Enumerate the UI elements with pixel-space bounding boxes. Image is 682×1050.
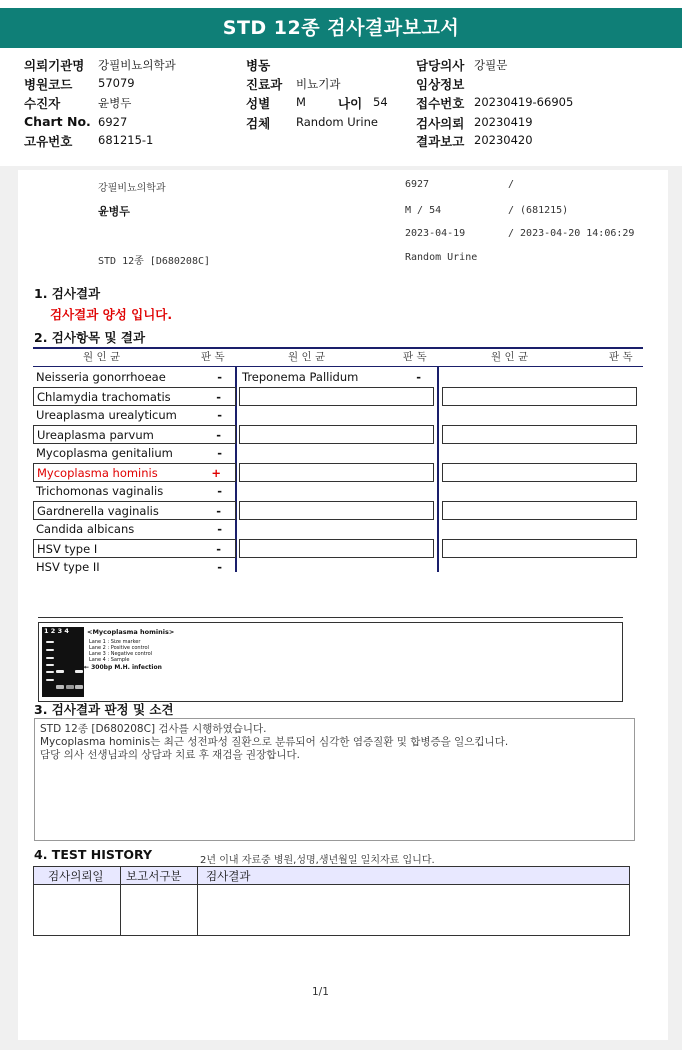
section4-title: 4. TEST HISTORY [34,847,153,862]
summary-date-request: 2023-04-19 [405,228,466,239]
result-value: - [216,390,221,404]
gel-band [56,685,64,689]
header-label: 검사의뢰 [416,116,465,131]
opinion-line: 담당 의사 선생님과의 상담과 치료 후 재검을 권장합니다. [40,749,300,761]
opinion-line: Mycoplasma hominis는 최근 성전파성 질환으로 분류되어 심각한 염증질환 및 합병증을 일으킵니다. [40,736,509,748]
history-col-divider [197,867,198,935]
result-row [33,425,236,444]
organism-name: HSV type I [37,542,98,556]
history-col-divider [120,867,121,935]
header-label: 접수번호 [416,96,465,111]
result-row [33,520,236,539]
col-header-result: 판 독 [403,351,427,363]
organism-name: Gardnerella vaginalis [37,504,159,518]
gel-legend [89,639,152,663]
header-label: 병원코드 [24,77,73,92]
col-header-organism: 원 인 균 [491,351,529,363]
result-row [33,406,236,425]
results-grid [33,347,643,574]
report-title: STD 12종 검사결과보고서 [0,8,682,48]
result-row [33,368,236,387]
header-label: 임상정보 [416,77,465,92]
organism-name: Mycoplasma hominis [37,466,158,480]
result-row-positive [33,463,236,482]
summary-id: / (681215) [508,205,569,216]
col-header-result: 판 독 [609,351,633,363]
summary-patient: 윤병두 [98,205,130,218]
gel-band [46,649,54,651]
gel-band [75,685,83,689]
empty-cell [442,425,637,444]
organism-name: HSV type II [36,560,100,574]
empty-cell [239,501,434,520]
result-value: - [216,542,221,556]
result-row [33,539,236,558]
summary-clinic: 강필비뇨의학과 [98,183,166,194]
empty-cell [442,463,637,482]
gel-legend-item: Lane 4 : Sample [89,657,130,663]
header-value: 20230419-66905 [474,95,574,109]
header-value: 20230420 [474,133,533,147]
gel-title: <Mycoplasma hominis> [87,628,175,636]
result-value: + [211,466,221,480]
header-value: M [296,95,306,109]
header-label: 담당의사 [416,58,465,73]
header-value: 비뇨기과 [296,77,341,91]
page-number: 1/1 [312,986,329,998]
result-value: - [217,522,222,536]
empty-cell [442,387,637,406]
header-label: 성별 [246,96,271,111]
col-header-organism: 원 인 균 [288,351,326,363]
gel-band [46,679,54,681]
header-value: 윤병두 [98,96,132,110]
section3-title: 3. 검사결과 판정 및 소견 [34,702,174,717]
gel-band [46,671,54,673]
header-value: 57079 [98,76,135,90]
header-label: 의뢰기관명 [24,58,85,73]
gel-legend-item: Lane 1 : Size marker [89,639,141,645]
header-value: Random Urine [296,115,378,129]
header-value: 20230419 [474,115,533,129]
gel-lane-numbers: 1 2 3 4 [44,627,69,635]
empty-cell [239,425,434,444]
report-page [18,170,668,1040]
header-label: 고유번호 [24,134,73,149]
history-table [33,866,630,936]
header-label: 나이 [338,96,363,111]
section1-title: 1. 검사결과 [34,286,101,301]
gel-band [46,664,54,666]
result-value: - [416,370,421,384]
organism-name: Candida albicans [36,522,135,536]
col-header-organism: 원 인 균 [83,351,121,363]
result-row [33,444,236,463]
organism-name: Neisseria gonorrhoeae [36,370,166,384]
gel-band [66,685,74,689]
section1-result: 검사결과 양성 입니다. [50,307,173,322]
header-value: 54 [373,95,388,109]
header-value: 6927 [98,115,128,129]
header-label: 수진자 [24,96,61,111]
gel-band [46,641,54,643]
gel-image-box [38,622,623,702]
gel-band [56,670,64,673]
arrow-left-icon: ← [84,664,92,671]
gel-electrophoresis-image [42,627,84,697]
result-row [239,368,435,387]
result-row [33,501,236,520]
divider-line [38,617,623,618]
section2-title: 2. 검사항목 및 결과 [34,330,146,345]
empty-cell [442,539,637,558]
gel-band-label-text: 300bp M.H. infection [91,664,162,671]
empty-cell [442,501,637,520]
column-divider [437,367,439,572]
history-col-header: 검사의뢰일 [48,869,104,883]
empty-cell [239,463,434,482]
empty-cell [239,387,434,406]
summary-test: STD 12종 [D680208C] [98,256,211,267]
history-table-header [34,867,629,885]
empty-cell [239,539,434,558]
result-value: - [217,446,222,460]
history-col-header: 보고서구분 [126,869,182,883]
header-label: 결과보고 [416,134,465,149]
top-strip [0,0,682,8]
header-label: 병동 [246,58,271,73]
result-value: - [217,484,222,498]
opinion-line: STD 12종 [D680208C] 검사를 시행하였습니다. [40,723,267,735]
result-row [33,387,236,406]
summary-sex-age: M / 54 [405,205,442,216]
summary-chart: 6927 [405,179,430,190]
organism-name: Ureaplasma urealyticum [36,408,177,422]
summary-specimen: Random Urine [405,252,478,263]
organism-name: Chlamydia trachomatis [37,390,171,404]
summary-date-report: / 2023-04-20 14:06:29 [508,228,635,239]
result-value: - [217,560,222,574]
header-label: 진료과 [246,77,283,92]
header-value: 강필비뇨의학과 [98,58,176,72]
organism-name: Ureaplasma parvum [37,428,154,442]
gel-band [46,657,54,659]
result-value: - [216,504,221,518]
organism-name: Trichomonas vaginalis [36,484,164,498]
result-value: - [217,370,222,384]
gel-legend-item: Lane 3 : Negative control [89,651,153,657]
gel-band [75,670,83,673]
col-header-result: 판 독 [201,351,225,363]
gel-band-label [84,664,162,671]
summary-slash: / [508,179,515,190]
result-row [33,558,236,577]
organism-name: Mycoplasma genitalium [36,446,173,460]
gel-legend-item: Lane 2 : Positive control [89,645,149,651]
header-value: 강필문 [474,58,508,72]
opinion-box [34,718,635,841]
result-value: - [216,428,221,442]
history-col-header: 검사결과 [206,869,251,883]
header-value: 681215-1 [98,133,154,147]
header-label: Chart No. [24,114,91,129]
organism-name: Treponema Pallidum [242,370,359,384]
result-row [33,482,236,501]
result-value: - [217,408,222,422]
section4-note: 2년 이내 자료중 병원,성명,생년월일 일치자료 입니다. [200,855,435,866]
header-label: 검체 [246,116,271,131]
report-header [0,48,682,166]
